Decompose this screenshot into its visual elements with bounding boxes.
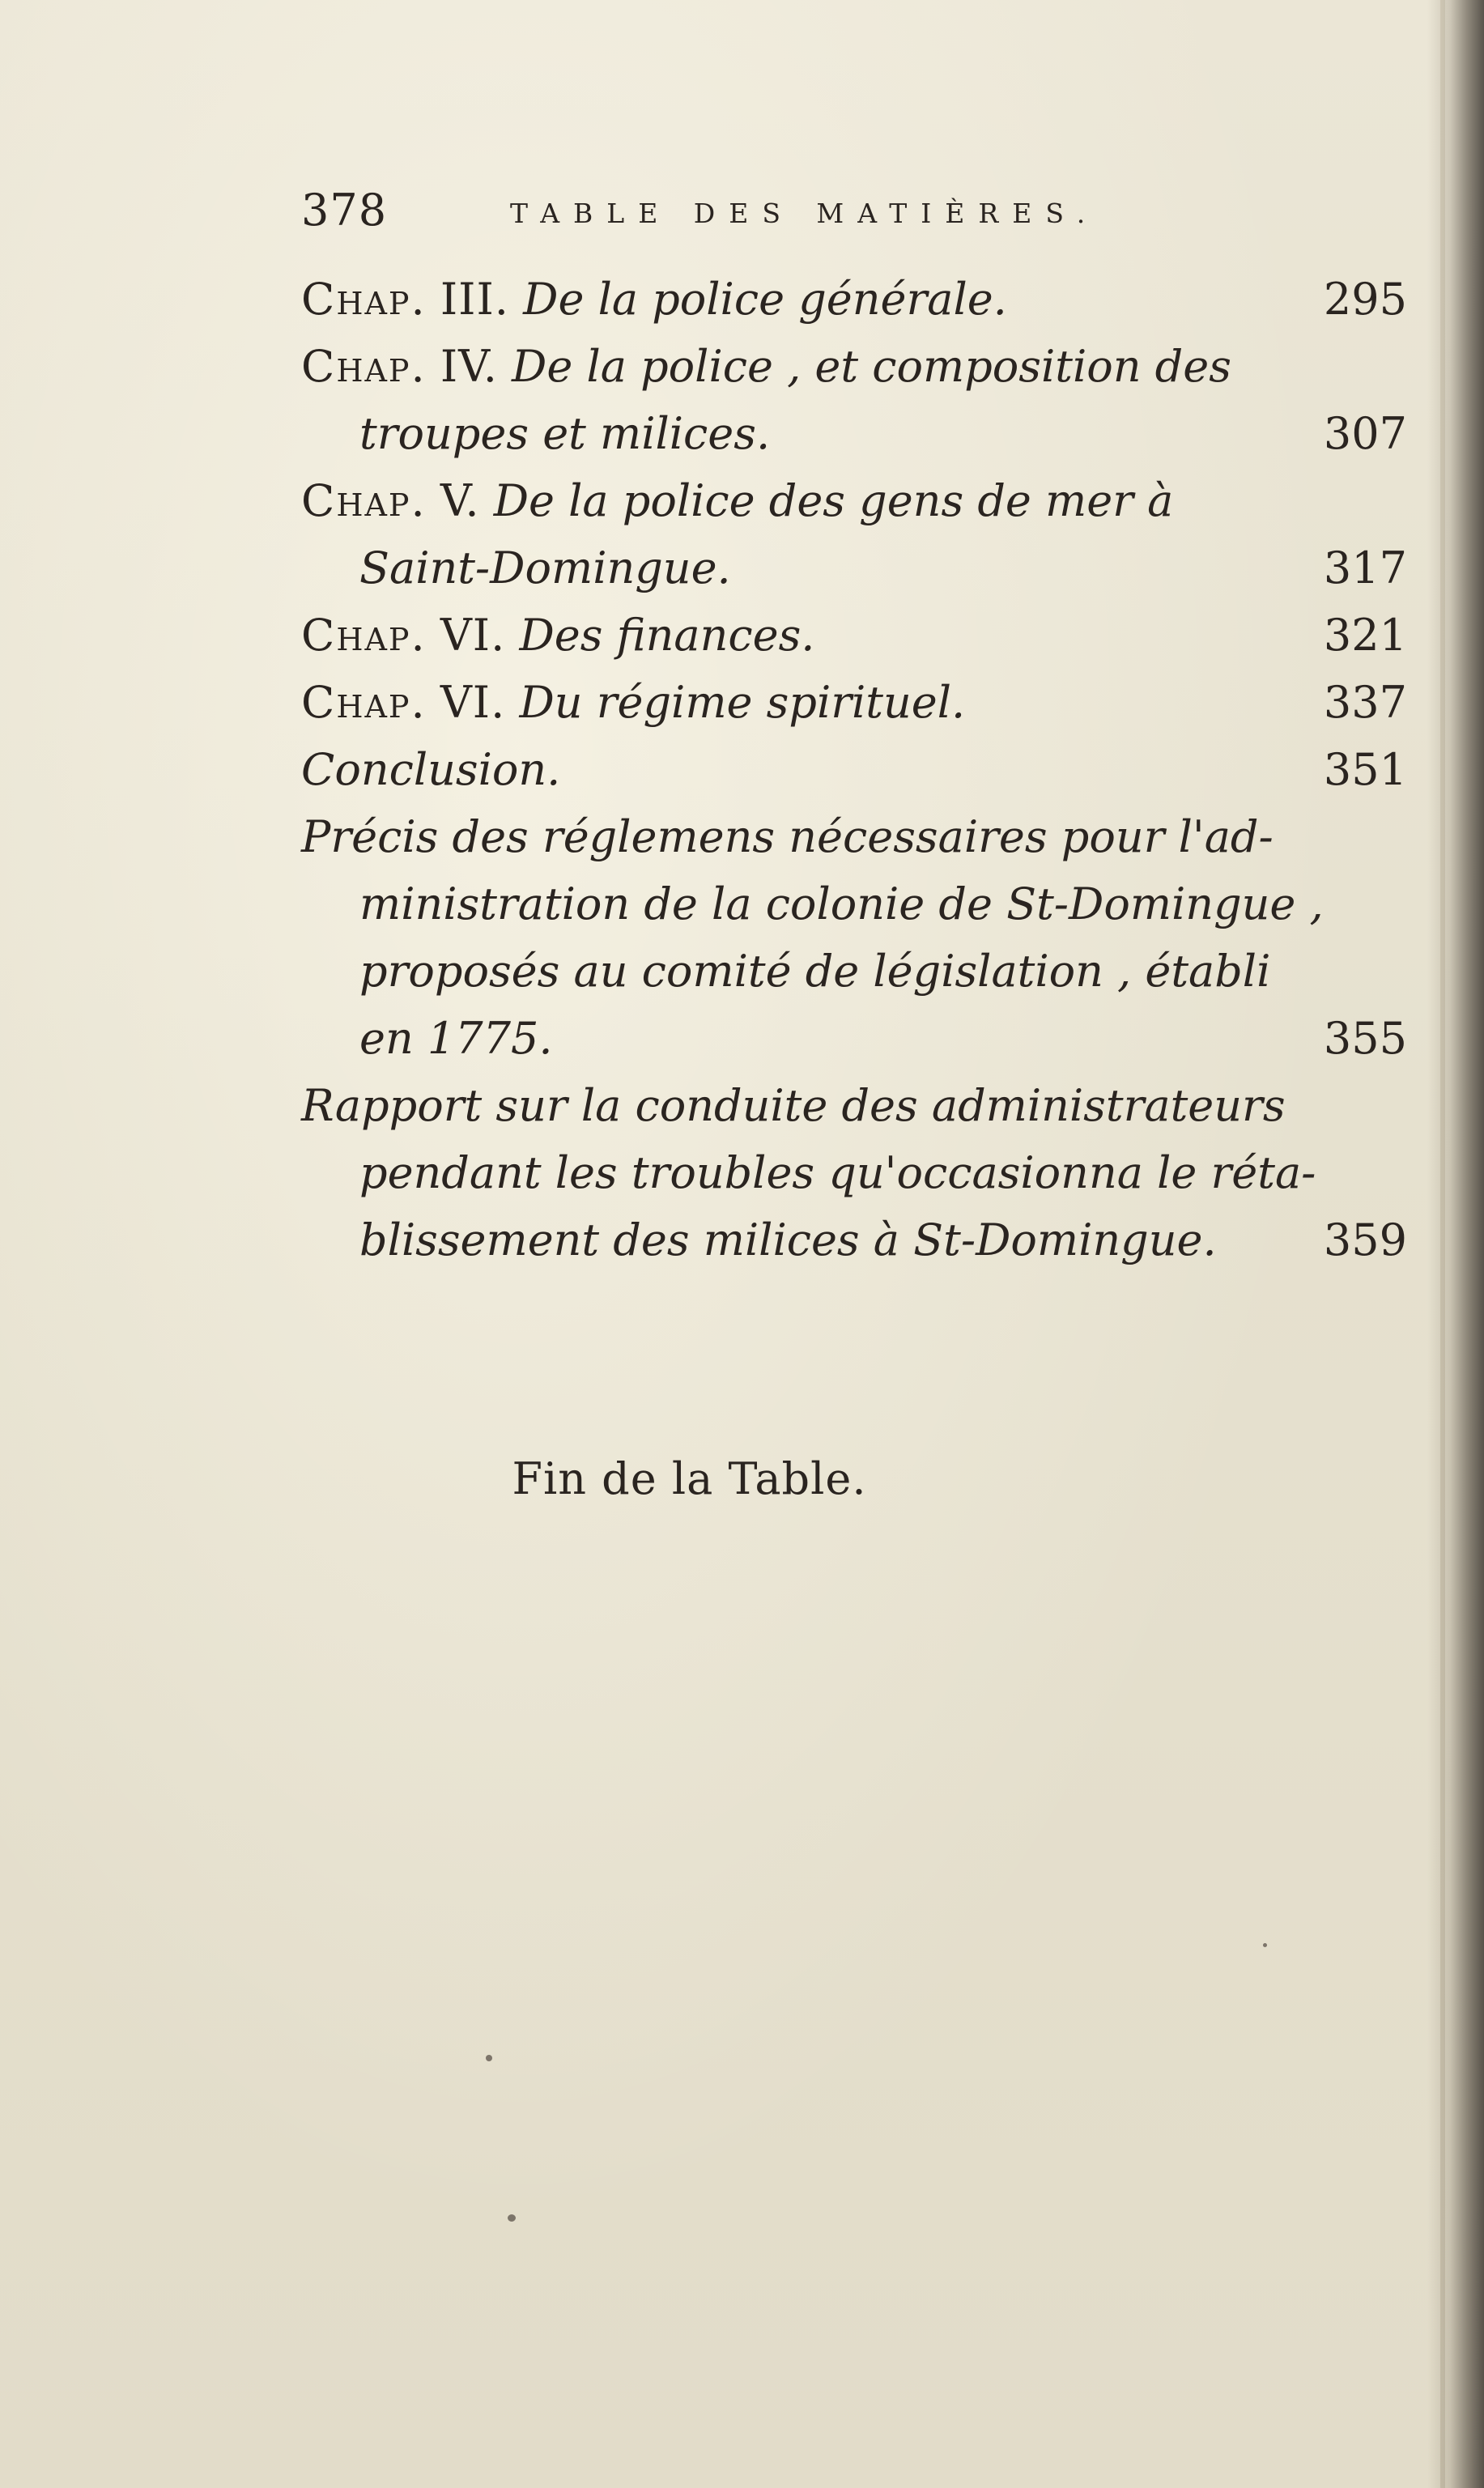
chapter-number: VI. xyxy=(440,610,506,661)
chapter-number: IV. xyxy=(440,341,498,392)
toc-line xyxy=(301,266,1418,333)
chapter-label: Chap. xyxy=(301,610,427,661)
paper-speck xyxy=(486,2055,492,2061)
page-reference: 321 xyxy=(1323,610,1407,661)
chapter-number: VI. xyxy=(440,677,506,728)
toc-line xyxy=(301,467,1418,534)
entry-title: Des finances. xyxy=(519,610,815,661)
binding-shadow xyxy=(1427,0,1484,2488)
page-reference: 359 xyxy=(1323,1214,1407,1265)
page-reference: 351 xyxy=(1323,744,1407,795)
toc-line xyxy=(301,333,1418,400)
chapter-label: Chap. xyxy=(301,274,427,325)
toc-line xyxy=(301,1005,1418,1072)
entry-title: De la police générale. xyxy=(523,274,1007,325)
toc-entry xyxy=(301,736,1418,803)
entry-title: Rapport sur la conduite des administrateurs xyxy=(301,1080,1286,1131)
paper-speck xyxy=(508,2214,516,2222)
entry-title: troupes et milices. xyxy=(359,408,771,459)
toc-line xyxy=(301,803,1418,870)
page-reference: 337 xyxy=(1323,677,1407,728)
page-reference: 307 xyxy=(1323,408,1407,459)
show-through-text xyxy=(275,1336,289,1377)
toc-line xyxy=(301,602,1418,669)
toc-line xyxy=(301,1139,1418,1206)
chapter-number: V. xyxy=(440,475,480,526)
entry-title: De la police des gens de mer à xyxy=(493,475,1174,526)
toc-entry xyxy=(301,602,1418,669)
toc-entry xyxy=(301,1072,1418,1274)
toc-line xyxy=(301,1206,1418,1274)
entry-title: Précis des réglemens nécessaires pour l'ad- xyxy=(301,811,1274,862)
toc-line xyxy=(301,669,1418,736)
table-of-contents xyxy=(301,266,1418,1274)
end-of-table xyxy=(0,1453,1484,1504)
toc-entry xyxy=(301,669,1418,736)
page-reference: 317 xyxy=(1323,542,1407,593)
chapter-label: Chap. xyxy=(301,677,427,728)
paper-speck xyxy=(1263,1943,1267,1947)
entry-title: Conclusion. xyxy=(301,744,561,795)
toc-line xyxy=(301,870,1418,938)
entry-title: Du régime spirituel. xyxy=(519,677,966,728)
toc-entry xyxy=(301,266,1418,333)
entry-title: Saint-Domingue. xyxy=(359,542,731,593)
toc-entry xyxy=(301,333,1418,467)
toc-line xyxy=(301,400,1418,467)
page-reference: 295 xyxy=(1323,274,1407,325)
entry-title: pendant les troubles qu'occasionna le réta- xyxy=(359,1147,1316,1198)
chapter-label: Chap. xyxy=(301,475,427,526)
running-title: TABLE DES MATIÈRES. xyxy=(510,198,1099,229)
toc-line xyxy=(301,1072,1418,1139)
page-reference: 355 xyxy=(1323,1013,1407,1064)
toc-line xyxy=(301,736,1418,803)
chapter-number: III. xyxy=(440,274,509,325)
toc-entry xyxy=(301,467,1418,602)
entry-title: De la police , et composition des xyxy=(512,341,1231,392)
entry-title: blissement des milices à St-Domingue. xyxy=(359,1214,1217,1265)
page-header xyxy=(301,185,1418,249)
entry-title: proposés au comité de législation , établi xyxy=(359,946,1271,997)
end-text: Fin de la Table. xyxy=(512,1453,867,1504)
toc-line xyxy=(301,938,1418,1005)
toc-line xyxy=(301,534,1418,602)
entry-title: en 1775. xyxy=(359,1013,553,1064)
toc-entry xyxy=(301,803,1418,1072)
chapter-label: Chap. xyxy=(301,341,427,392)
page-number: 378 xyxy=(301,185,388,236)
entry-title: ministration de la colonie de St-Domingue , xyxy=(359,878,1324,929)
